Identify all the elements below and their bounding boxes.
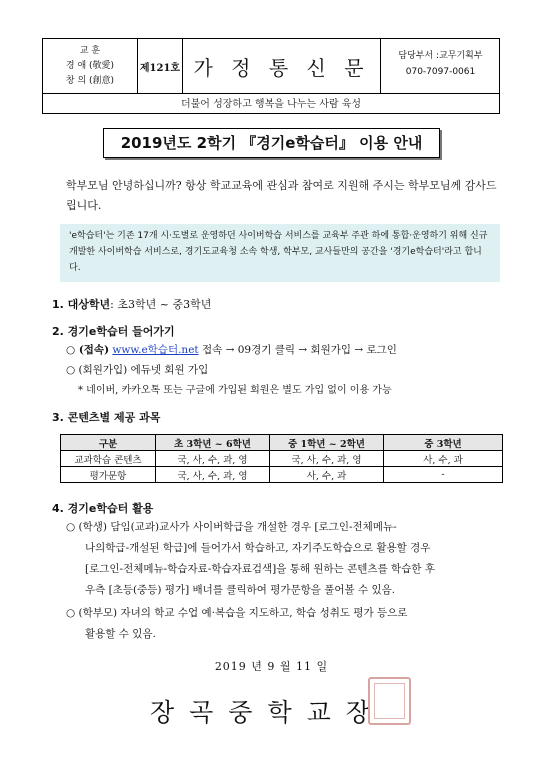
- table-cell: -: [384, 467, 503, 483]
- motto-line-2: 창 의 (創意): [65, 76, 115, 86]
- motto-label: 교 훈: [79, 46, 101, 56]
- access-steps: 접속 → 09경기 클릭 → 회원가입 → 로그인: [201, 344, 397, 356]
- table-cell: 사, 수, 과: [384, 451, 503, 467]
- principal-signature: 장곡중학교장: [150, 698, 385, 727]
- col-middle-3: 중 3학년: [384, 435, 503, 451]
- table-cell: 국, 사, 수, 과, 영: [156, 467, 270, 483]
- newsletter-header: [42, 38, 500, 114]
- school-slogan: 더불어 성장하고 행복을 나누는 사람 육성: [43, 93, 499, 115]
- section-1: [52, 296, 211, 312]
- student-usage-line-4: 우측 [초등(중등) 평가] 배너를 클릭하여 평가문항을 풀어볼 수 있음.: [85, 584, 396, 596]
- access-line: [66, 342, 397, 359]
- parent-usage-line-2: 활용할 수 있음.: [85, 628, 156, 640]
- table-row: [61, 467, 503, 483]
- section-4-heading: 4. 경기e학습터 활용: [52, 502, 154, 515]
- table-header-row: [61, 435, 503, 451]
- section-2-heading: 2. 경기e학습터 들어가기: [52, 325, 175, 338]
- phone-number: 070-7097-0061: [405, 67, 476, 77]
- student-usage-line-2: 나의학급-개설된 학급]에 들어가서 학습하고, 자기주도학습으로 활용할 경우: [85, 542, 431, 554]
- student-usage-line-1: ○ (학생) 담임(교과)교사가 사이버학급을 개설한 경우 [로그인-전체메뉴-: [66, 521, 397, 533]
- student-usage-line-3: [로그인-전체메뉴-학습자료-학습자료검색]을 통해 원하는 콘텐츠를 학습한 후: [85, 563, 435, 575]
- notice-box: 'e학습터'는 기존 17개 시·도별로 운영하던 사이버학습 서비스를 교육부 주관 하에 통합·운영하기 위해 신규 개발한 사이버학습 서비스로, 경기도교육청 소속 학생, 학부모, 교사들만의 공간을 '경기e학습터'라고 합니다.: [60, 224, 500, 282]
- table-cell: 평가문항: [61, 467, 156, 483]
- intro-paragraph: 학부모님 안녕하십니까? 항상 학교교육에 관심과 참여로 지원해 주시는 학부모님께 감사드립니다.: [66, 179, 497, 212]
- col-category: 구분: [61, 435, 156, 451]
- school-seal-icon: [368, 677, 411, 725]
- subjects-table: [60, 434, 503, 483]
- table-cell: 사, 수, 과: [270, 467, 384, 483]
- school-motto: [43, 39, 138, 93]
- page-title: 2019년도 2학기 『경기e학습터』 이용 안내: [103, 128, 440, 158]
- section-1-value: : 초3학년 ~ 중3학년: [110, 298, 212, 311]
- table-cell: 국, 사, 수, 과, 영: [156, 451, 270, 467]
- table-row: [61, 451, 503, 467]
- newsletter-title: 가 정 통 신 문: [183, 39, 381, 93]
- signup-line: ○ (회원가입) 에듀넷 회원 가입: [66, 364, 209, 376]
- access-label: ○ (접속): [66, 344, 110, 356]
- table-cell: 교과학습 콘텐츠: [61, 451, 156, 467]
- site-link[interactable]: www.e학습터.net: [112, 344, 199, 356]
- col-elementary: 초 3학년 ~ 6학년: [156, 435, 270, 451]
- signup-note: * 네이버, 카카오톡 또는 구글에 가입된 회원은 별도 가입 없이 이용 가능: [78, 385, 392, 396]
- issue-date: 2019 년 9 월 11 일: [214, 660, 329, 673]
- section-1-heading: 1. 대상학년: [52, 298, 111, 311]
- col-middle-1-2: 중 1학년 ~ 2학년: [270, 435, 384, 451]
- section-3-heading: 3. 콘텐츠별 제공 과목: [52, 411, 161, 424]
- motto-line-1: 경 애 (敬愛): [65, 61, 115, 71]
- contact-info: [381, 39, 500, 93]
- table-cell: 국, 사, 수, 과, 영: [270, 451, 384, 467]
- parent-usage-line-1: ○ (학부모) 자녀의 학교 수업 예·복습을 지도하고, 학습 성취도 평가 등으로: [66, 607, 408, 619]
- issue-number: 제121호: [138, 39, 183, 93]
- department: 담당부서 :교무기획부: [398, 51, 483, 61]
